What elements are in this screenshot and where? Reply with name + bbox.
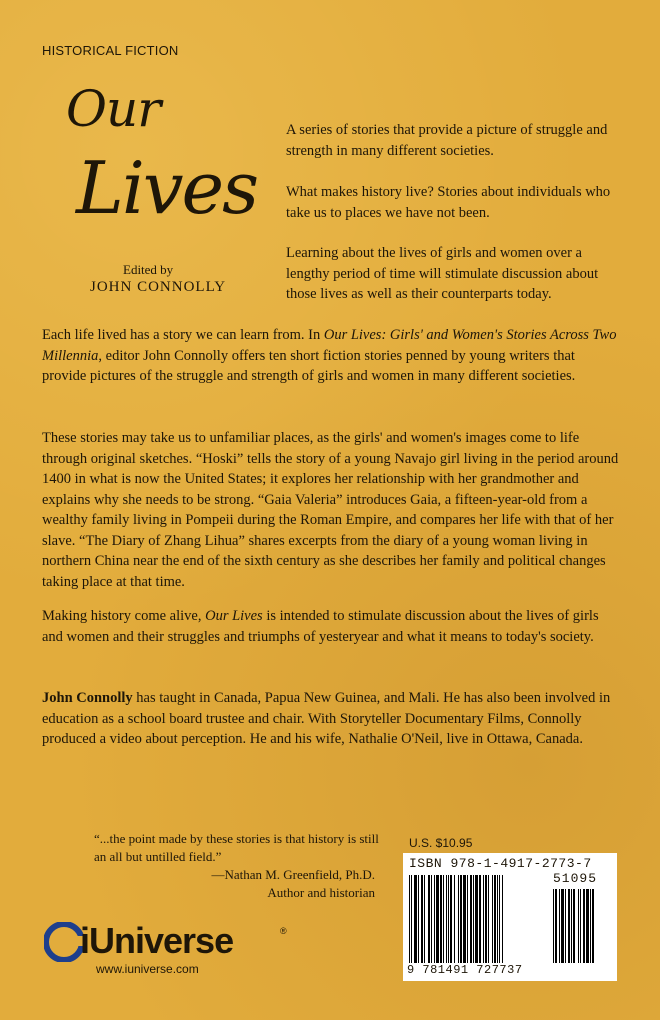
blurb-3: Learning about the lives of girls and women over a lengthy period of time will stimulate discussion about those lives as well as their counterparts today.: [286, 245, 599, 302]
description-paragraph-1: Each life lived has a story we can learn from. In Our Lives: Girls' and Women's Stories Across Two Millennia, editor John Connolly offers ten short fiction stories penned by young writers that provide pictures of the struggle and strength of girls and women in many different societies.: [42, 327, 617, 384]
edited-by-label: Edited by: [123, 262, 174, 277]
endorsement-quote: “...the point made by these stories is that history is still an all but untilled field.”: [94, 831, 379, 864]
book-title-italic: Our Lives: Girls' and Women's Stories Across Two Millennia: [42, 327, 617, 364]
title-line-1: Our: [66, 80, 161, 138]
barcode-bar: [592, 889, 594, 963]
barcode-addon-number: 51095: [553, 871, 598, 886]
publisher-logo: iUniverse: [80, 920, 234, 961]
isbn-barcode: [403, 853, 617, 981]
editor-name: JOHN CONNOLLY: [90, 279, 227, 295]
barcode-bars: [409, 875, 549, 963]
isbn-number: ISBN 978-1-4917-2773-7: [409, 856, 592, 871]
iuniverse-logo-icon: [44, 922, 84, 962]
barcode-human-readable: 9 781491 727737: [407, 963, 523, 977]
registered-mark: ®: [280, 926, 287, 936]
author-name: John Connolly: [42, 690, 133, 706]
endorsement-attribution: —Nathan M. Greenfield, Ph.D. Author and historian: [211, 867, 375, 900]
description-paragraph-3: Making history come alive, Our Lives is intended to stimulate discussion about the lives of girls and women and their struggles and triumphs of yesteryear and what it means to today's society.: [42, 608, 599, 645]
blurb-2: What makes history live? Stories about individuals who take us to places we have not been.: [286, 184, 611, 221]
book-title-italic: Our Lives: [205, 608, 263, 624]
barcode-addon-bars: [553, 889, 611, 963]
title-line-2: Lives: [76, 146, 258, 230]
price-label: U.S. $10.95: [409, 836, 473, 850]
blurb-1: A series of stories that provide a picture of struggle and strength in many different societies.: [286, 122, 608, 159]
barcode-gap: [503, 875, 504, 963]
description-paragraph-2: These stories may take us to unfamiliar places, as the girls' and women's images come to life through original sketches. “Hoski” tells the story of a young Navajo girl living in the period around 1400 in what is now the United States; it explores her relationship with her grandmother and explains why she needs to be strong. “Gaia Valeria” introduces Gaia, a fifteen-year-old from a wealthy family living in Pompeii during the Roman Empire, and compares her life with that of her slave. “The Diary of Zhang Lihua” shares excerpts from the diary of a young woman living in northern China near the end of the sixth century as she describes her family and political changes taking place at that time.: [42, 430, 619, 590]
genre-label: HISTORICAL FICTION: [42, 43, 179, 58]
author-bio: John Connolly has taught in Canada, Papua New Guinea, and Mali. He has also been involved in education as a school board trustee and chair. With Storyteller Documentary Films, Connolly produced a video about perception. He and his wife, Nathalie O'Neil, live in Ottawa, Canada.: [42, 690, 611, 747]
publisher-url: www.iuniverse.com: [96, 962, 199, 976]
